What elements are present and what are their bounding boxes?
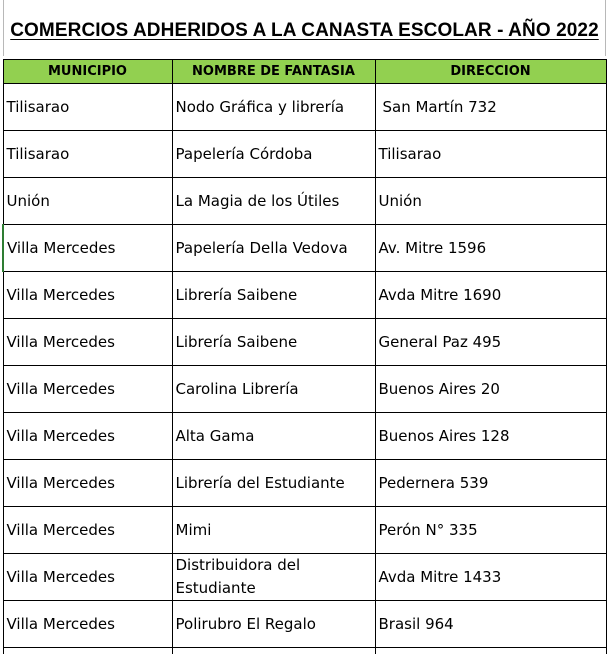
cell-nombre[interactable]: La Magia de los Útiles [172,178,375,225]
cell-direccion[interactable]: Perón N° 335 [375,507,606,554]
cell-municipio[interactable]: Tilisarao [3,131,172,178]
cell-direccion[interactable]: San Martín 732 [375,84,606,131]
cell-nombre[interactable] [172,648,375,654]
table-row-empty [3,648,606,654]
cell-municipio[interactable] [3,648,172,654]
cell-municipio[interactable]: Villa Mercedes [3,507,172,554]
header-municipio[interactable]: MUNICIPIO [3,60,172,84]
cell-nombre[interactable]: Librería del Estudiante [172,460,375,507]
cell-direccion[interactable]: General Paz 495 [375,319,606,366]
cell-direccion[interactable]: Pedernera 539 [375,460,606,507]
table-row [3,178,606,225]
cell-municipio[interactable]: Villa Mercedes [3,601,172,648]
table-row [3,507,606,554]
table-row [3,460,606,507]
cell-municipio[interactable]: Tilisarao [3,84,172,131]
cell-municipio[interactable]: Villa Mercedes [3,413,172,460]
cell-direccion[interactable]: Avda Mitre 1690 [375,272,606,319]
table-row [3,366,606,413]
table-row [3,413,606,460]
merchants-table [2,59,607,654]
table-row [3,554,606,601]
cell-municipio[interactable]: Villa Mercedes [3,554,172,601]
sheet-title-cell[interactable] [3,0,606,56]
cell-nombre[interactable]: Papelería Della Vedova [172,225,375,272]
cell-nombre[interactable]: Distribuidora del Estudiante [172,554,375,601]
cell-nombre[interactable]: Librería Saibene [172,319,375,366]
cell-direccion[interactable]: Buenos Aires 20 [375,366,606,413]
sheet-title: COMERCIOS ADHERIDOS A LA CANASTA ESCOLAR - AÑO 2022 [10,20,599,41]
cell-municipio[interactable]: Villa Mercedes [3,225,172,272]
cell-municipio[interactable]: Villa Mercedes [3,366,172,413]
cell-nombre[interactable]: Carolina Librería [172,366,375,413]
table-row [3,225,606,272]
header-row [3,60,606,84]
cell-direccion[interactable]: Avda Mitre 1433 [375,554,606,601]
cell-direccion[interactable]: Tilisarao [375,131,606,178]
table-row [3,601,606,648]
cell-nombre[interactable]: Mimi [172,507,375,554]
cell-municipio[interactable]: Villa Mercedes [3,272,172,319]
cell-direccion[interactable]: Brasil 964 [375,601,606,648]
header-direccion[interactable]: DIRECCION [375,60,606,84]
cell-nombre[interactable]: Papelería Córdoba [172,131,375,178]
table-row [3,131,606,178]
cell-municipio[interactable]: Unión [3,178,172,225]
cell-direccion[interactable] [375,648,606,654]
cell-municipio[interactable]: Villa Mercedes [3,319,172,366]
cell-nombre[interactable]: Polirubro El Regalo [172,601,375,648]
table-row [3,84,606,131]
table-row [3,319,606,366]
cell-direccion[interactable]: Av. Mitre 1596 [375,225,606,272]
cell-nombre[interactable]: Alta Gama [172,413,375,460]
cell-municipio[interactable]: Villa Mercedes [3,460,172,507]
header-nombre-de-fantasia[interactable]: NOMBRE DE FANTASIA [172,60,375,84]
cell-direccion[interactable]: Buenos Aires 128 [375,413,606,460]
cell-nombre[interactable]: Librería Saibene [172,272,375,319]
cell-nombre[interactable]: Nodo Gráfica y librería [172,84,375,131]
cell-direccion[interactable]: Unión [375,178,606,225]
table-row [3,272,606,319]
